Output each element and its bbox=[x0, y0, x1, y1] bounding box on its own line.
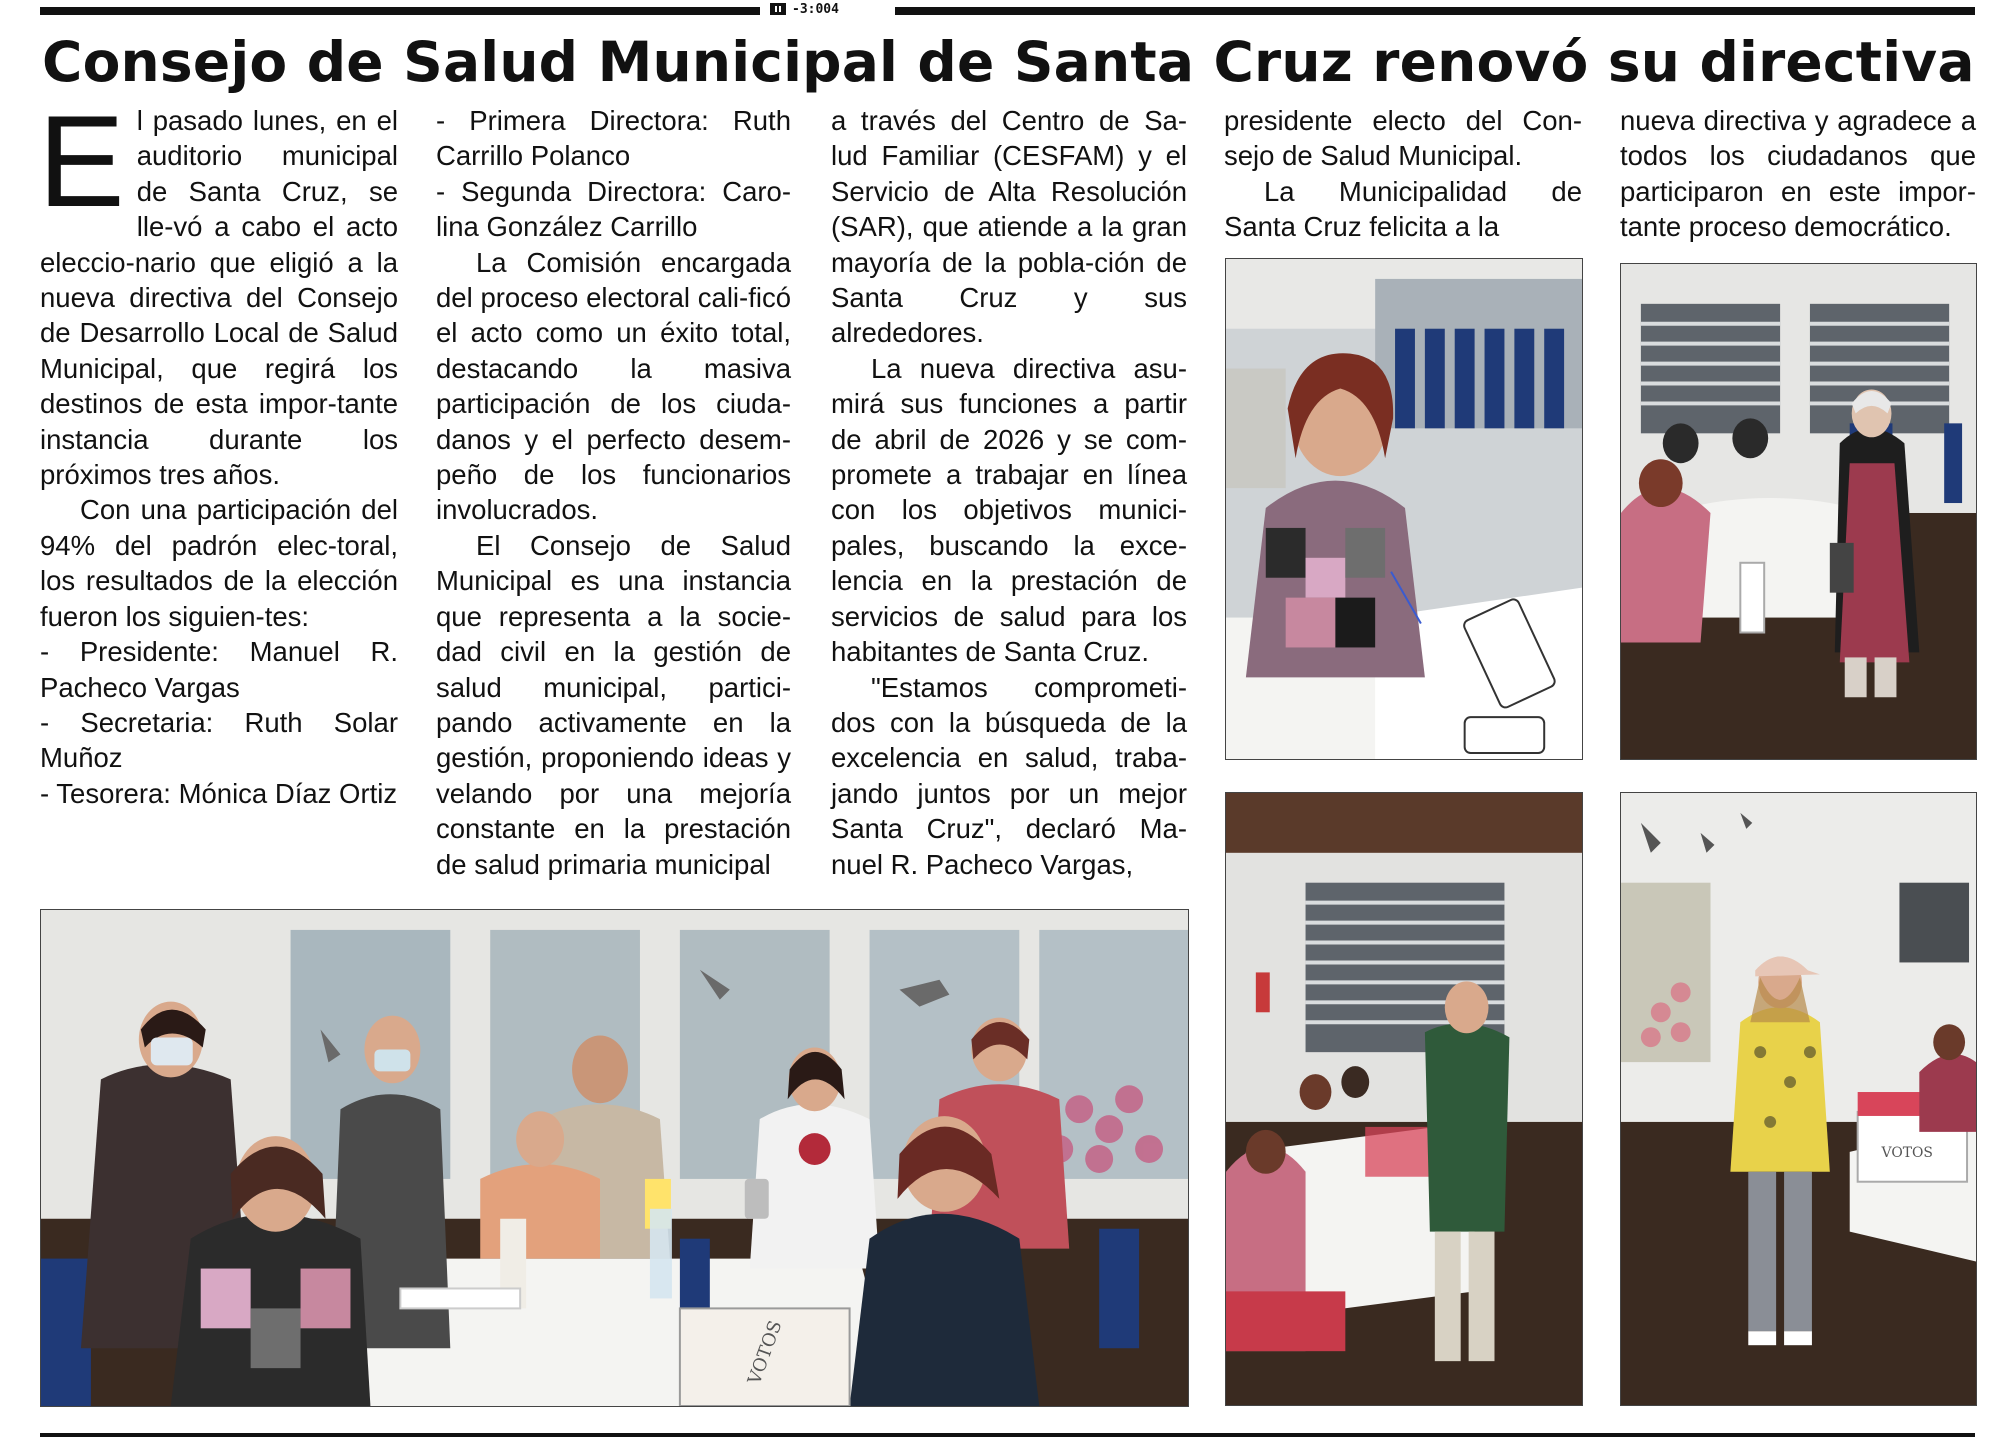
article-column-2 bbox=[436, 103, 791, 882]
article-column-4 bbox=[1224, 103, 1582, 245]
paragraph-council: El Consejo de Salud Municipal es una instancia que representa a la socie-dad civil en la gestión de salud municipal, partici-pando activamente en la gestión, proponiendo ideas y velando por una mejoría constante en la prestación de salud primaria municipal bbox=[436, 529, 791, 880]
result-first-director: - Primera Directora: Ruth Carrillo Polanco bbox=[436, 105, 791, 172]
masthead-mark-text: -3:004 bbox=[792, 1, 839, 17]
photo-woman-signing-image bbox=[1226, 259, 1582, 759]
paragraph-quote-continued: presidente electo del Con-sejo de Salud Municipal. bbox=[1224, 105, 1582, 172]
photo-voter-thumbs-up-image bbox=[1621, 264, 1976, 759]
paragraph-quote: "Estamos comprometi-dos con la búsqueda de la excelencia en salud, traba-jando juntos por un mejor Santa Cruz", declaró Ma-nuel R. Pacheco Vargas, bbox=[831, 671, 1187, 880]
photo-group-main bbox=[40, 909, 1189, 1407]
photo-group-main-image bbox=[41, 910, 1188, 1406]
result-secretary: - Secretaria: Ruth Solar Muñoz bbox=[40, 706, 398, 774]
article-column-5 bbox=[1620, 103, 1976, 245]
main-ballot-box-label: VOTOS bbox=[743, 1317, 787, 1388]
top-rule-left bbox=[40, 7, 760, 15]
photo-man-green-vest-image bbox=[1226, 793, 1582, 1405]
paragraph-intro-text: l pasado lunes, en el auditorio municipal de Santa Cruz, se lle-vó a cabo el acto eleccio-nario que eligió a la nueva directiva del Consejo de Desarrollo Local de Salud Municipal, que regirá los destinos de esta impor-tante instancia durante los próximos tres años. bbox=[40, 105, 398, 491]
article-column-1 bbox=[38, 88, 398, 811]
result-treasurer: - Tesorera: Mónica Díaz Ortiz bbox=[40, 777, 398, 809]
photo-man-green-vest bbox=[1225, 792, 1583, 1406]
ballot-box-label: VOTOS bbox=[1881, 1144, 1933, 1161]
bottom-rule bbox=[40, 1433, 1975, 1437]
paragraph-congratulations: La Municipalidad de Santa Cruz felicita a la bbox=[1224, 175, 1582, 243]
paragraph-congratulations-continued: nueva directiva y agradece a todos los ciudadanos que participaron en este impor-tante proceso democrático. bbox=[1620, 105, 1976, 243]
paragraph-council-continued: a través del Centro de Sa-lud Familiar (CESFAM) y el Servicio de Alta Resolución (SAR), que atiende a la gran mayoría de la pobla-ción de Santa Cruz y sus alrededores. bbox=[831, 105, 1187, 349]
result-second-director: - Segunda Directora: Caro-lina González Carrillo bbox=[436, 175, 791, 243]
paragraph-participation: Con una participación del 94% del padrón elec-toral, los resultados de la elección fueron los siguien-tes: bbox=[40, 494, 398, 632]
article-headline: Consejo de Salud Municipal de Santa Cruz renovó su directiva bbox=[42, 30, 1975, 94]
photo-woman-signing bbox=[1225, 258, 1583, 760]
result-president: - Presidente: Manuel R. Pacheco Vargas bbox=[40, 636, 398, 703]
photo-woman-cap-image bbox=[1621, 793, 1976, 1405]
article-column-3 bbox=[831, 103, 1187, 882]
top-rule-right bbox=[895, 7, 1975, 15]
masthead-mark bbox=[770, 0, 885, 18]
paragraph-new-board: La nueva directiva asu-mirá sus funciones a partir de abril de 2026 y se com-promete a trabajar en línea con los objetivos munici-pales, buscando la exce-lencia en la prestación de servicios de salud para los habitantes de Santa Cruz. bbox=[831, 352, 1187, 668]
drop-cap: E bbox=[38, 88, 125, 234]
photo-woman-cap bbox=[1620, 792, 1977, 1406]
photo-voter-thumbs-up bbox=[1620, 263, 1977, 760]
qr-icon bbox=[770, 3, 786, 15]
paragraph-intro bbox=[38, 88, 398, 492]
paragraph-commission: La Comisión encargada del proceso electoral cali-ficó el acto como un éxito total, destacando la masiva participación de los ciuda-danos y el perfecto desem-peño de los funcionarios involucrados. bbox=[436, 246, 791, 526]
